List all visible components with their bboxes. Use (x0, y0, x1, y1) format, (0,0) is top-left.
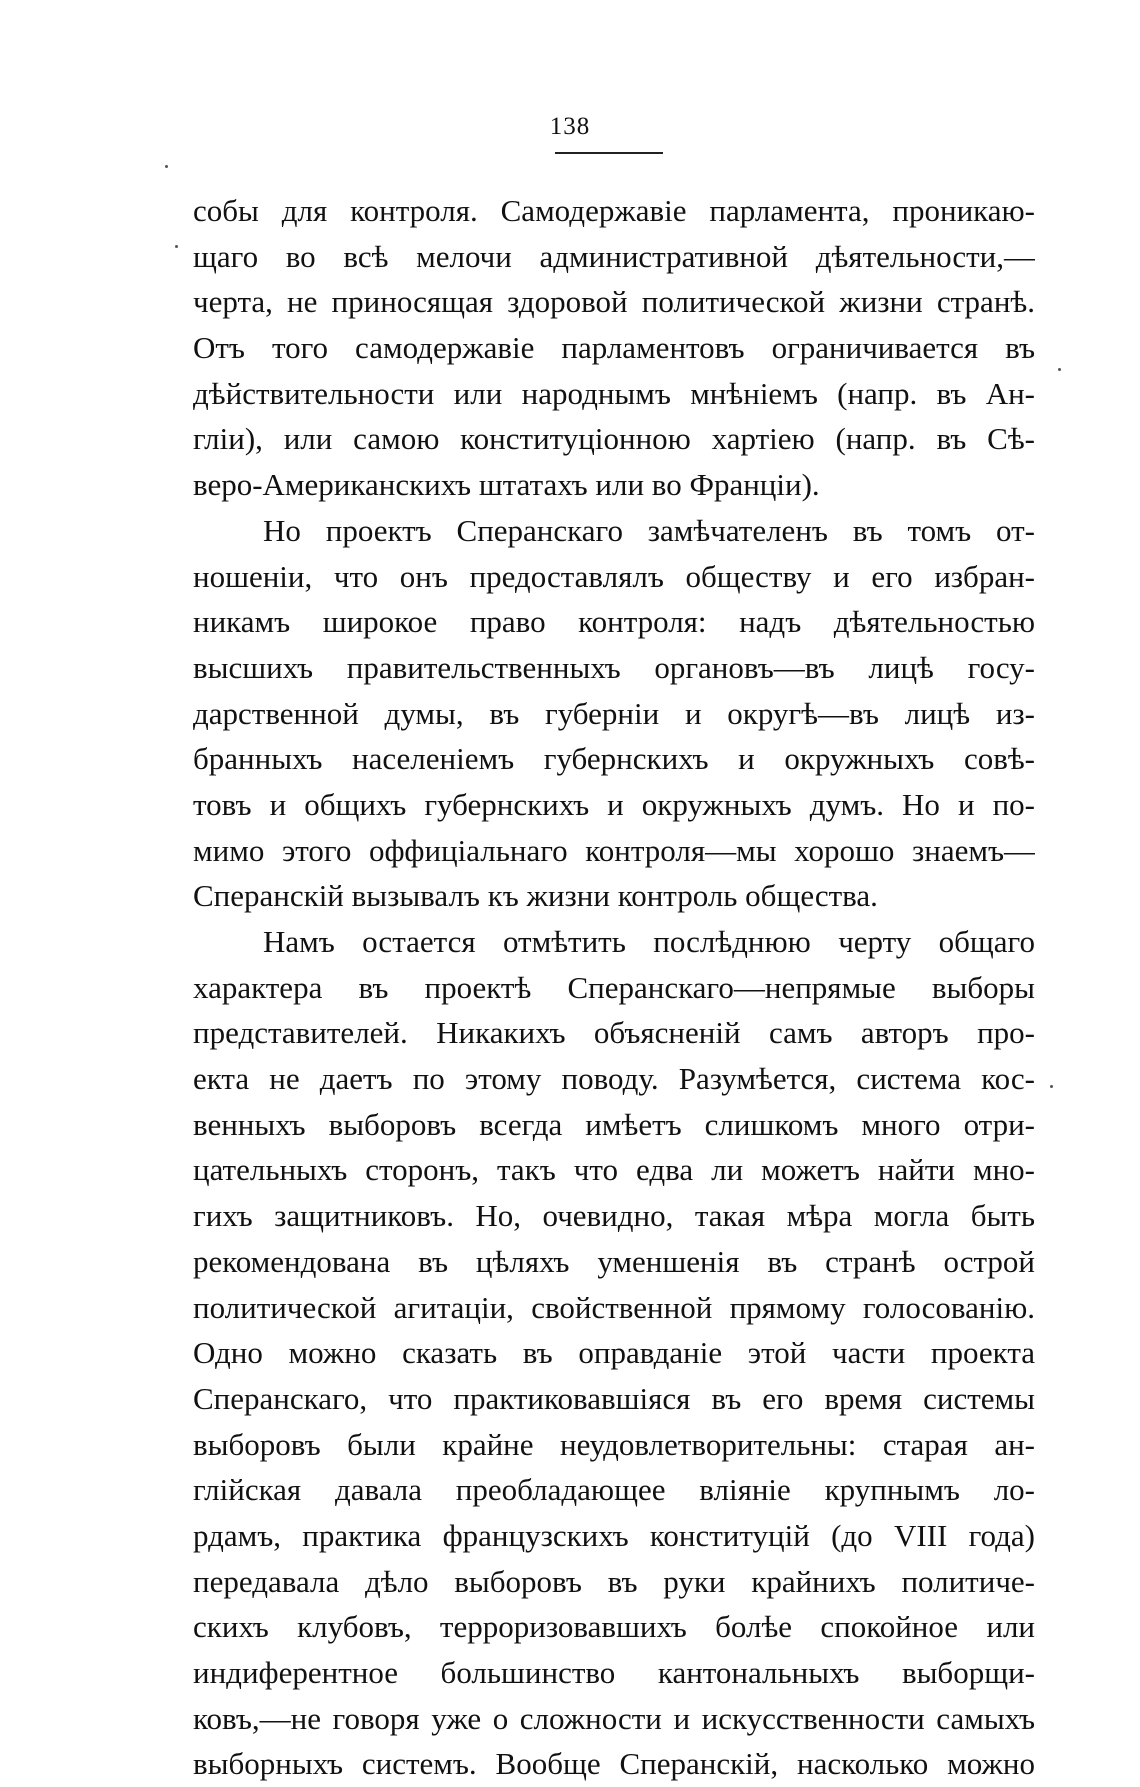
text-line: товъ и общихъ губернскихъ и окружныхъ думъ. Но и по- (193, 786, 1035, 822)
text-line: характера въ проектѣ Сперанскаго—непрямые выборы (193, 969, 1035, 1005)
text-line: гліи), или самою конституціонною хартіею (напр. въ Сѣ- (193, 421, 1035, 457)
text-line: глійская давала преобладающее вліяніе крупнымъ ло- (193, 1472, 1035, 1508)
text-line: Одно можно сказать въ оправданіе этой части проекта (193, 1335, 1035, 1371)
text-line: Но проектъ Сперанскаго замѣчателенъ въ томъ от- (263, 512, 1035, 548)
text-line: высшихъ правительственныхъ органовъ—въ лицѣ госу- (193, 649, 1035, 685)
text-line: собы для контроля. Самодержавіе парламента, проникаю- (193, 193, 1035, 228)
text-line: передавала дѣло выборовъ въ руки крайнихъ политиче- (193, 1563, 1035, 1599)
text-line: никамъ широкое право контроля: надъ дѣятельностью (193, 604, 1035, 640)
body-text (193, 188, 1035, 1787)
text-line: скихъ клубовъ, терроризовавшихъ болѣе спокойное или (193, 1609, 1035, 1645)
text-line: веро-Американскихъ штатахъ или во Франціи). (193, 467, 820, 503)
paragraph-3 (193, 919, 1035, 1787)
text-line: ношеніи, что онъ предоставлялъ обществу и его избран- (193, 558, 1035, 594)
text-line: бранныхъ населеніемъ губернскихъ и окружныхъ совѣ- (193, 741, 1035, 777)
text-line: екта не даетъ по этому поводу. Разумѣется, система кос- (193, 1061, 1035, 1097)
page-number: 138 (549, 113, 591, 140)
text-line: гихъ защитниковъ. Но, очевидно, такая мѣра могла быть (193, 1198, 1035, 1234)
text-line: индиферентное большинство кантональныхъ выборщи- (193, 1655, 1035, 1690)
text-line: цательныхъ сторонъ, такъ что едва ли можетъ найти мно- (193, 1152, 1035, 1188)
paragraph-1 (193, 188, 1035, 508)
text-line: рдамъ, практика французскихъ конституцій (до VIII года) (193, 1517, 1035, 1553)
text-line: ковъ,—не говоря уже о сложности и искусственности самыхъ (193, 1700, 1035, 1736)
text-line: дѣйствительности или народнымъ мнѣніемъ (напр. въ Ан- (193, 375, 1035, 411)
text-line: Сперанскій вызывалъ къ жизни контроль общества. (193, 878, 878, 914)
scan-speck (175, 245, 178, 248)
scan-speck (165, 165, 168, 168)
text-line: мимо этого оффиціальнаго контроля—мы хорошо знаемъ— (193, 832, 1035, 868)
text-line: Намъ остается отмѣтить послѣднюю черту общаго (263, 924, 1035, 959)
paragraph-2 (193, 508, 1035, 919)
text-line: выборныхъ системъ. Вообще Сперанскій, насколько можно (193, 1746, 1035, 1782)
text-line: политической агитаціи, свойственной прямому голосованію. (193, 1289, 1035, 1325)
text-line: черта, не приносящая здоровой политической жизни странѣ. (193, 284, 1035, 320)
text-line: щаго во всѣ мелочи административной дѣятельности,— (193, 238, 1035, 274)
header-rule (555, 152, 663, 154)
text-line: Отъ того самодержавіе парламентовъ ограничивается въ (193, 330, 1035, 366)
text-line: выборовъ были крайне неудовлетворительны: старая ан- (193, 1426, 1035, 1462)
text-line: рекомендована въ цѣляхъ уменшенія въ странѣ острой (193, 1243, 1035, 1279)
text-line: дарственной думы, въ губерніи и округѣ—въ лицѣ из- (193, 695, 1035, 731)
text-line: представителей. Никакихъ объясненій самъ авторъ про- (193, 1015, 1035, 1051)
scan-speck (1058, 368, 1061, 371)
text-line: Сперанскаго, что практиковавшіяся въ его время системы (193, 1380, 1035, 1416)
text-line: венныхъ выборовъ всегда имѣетъ слишкомъ много отри- (193, 1106, 1035, 1142)
scan-speck (1050, 1085, 1053, 1088)
